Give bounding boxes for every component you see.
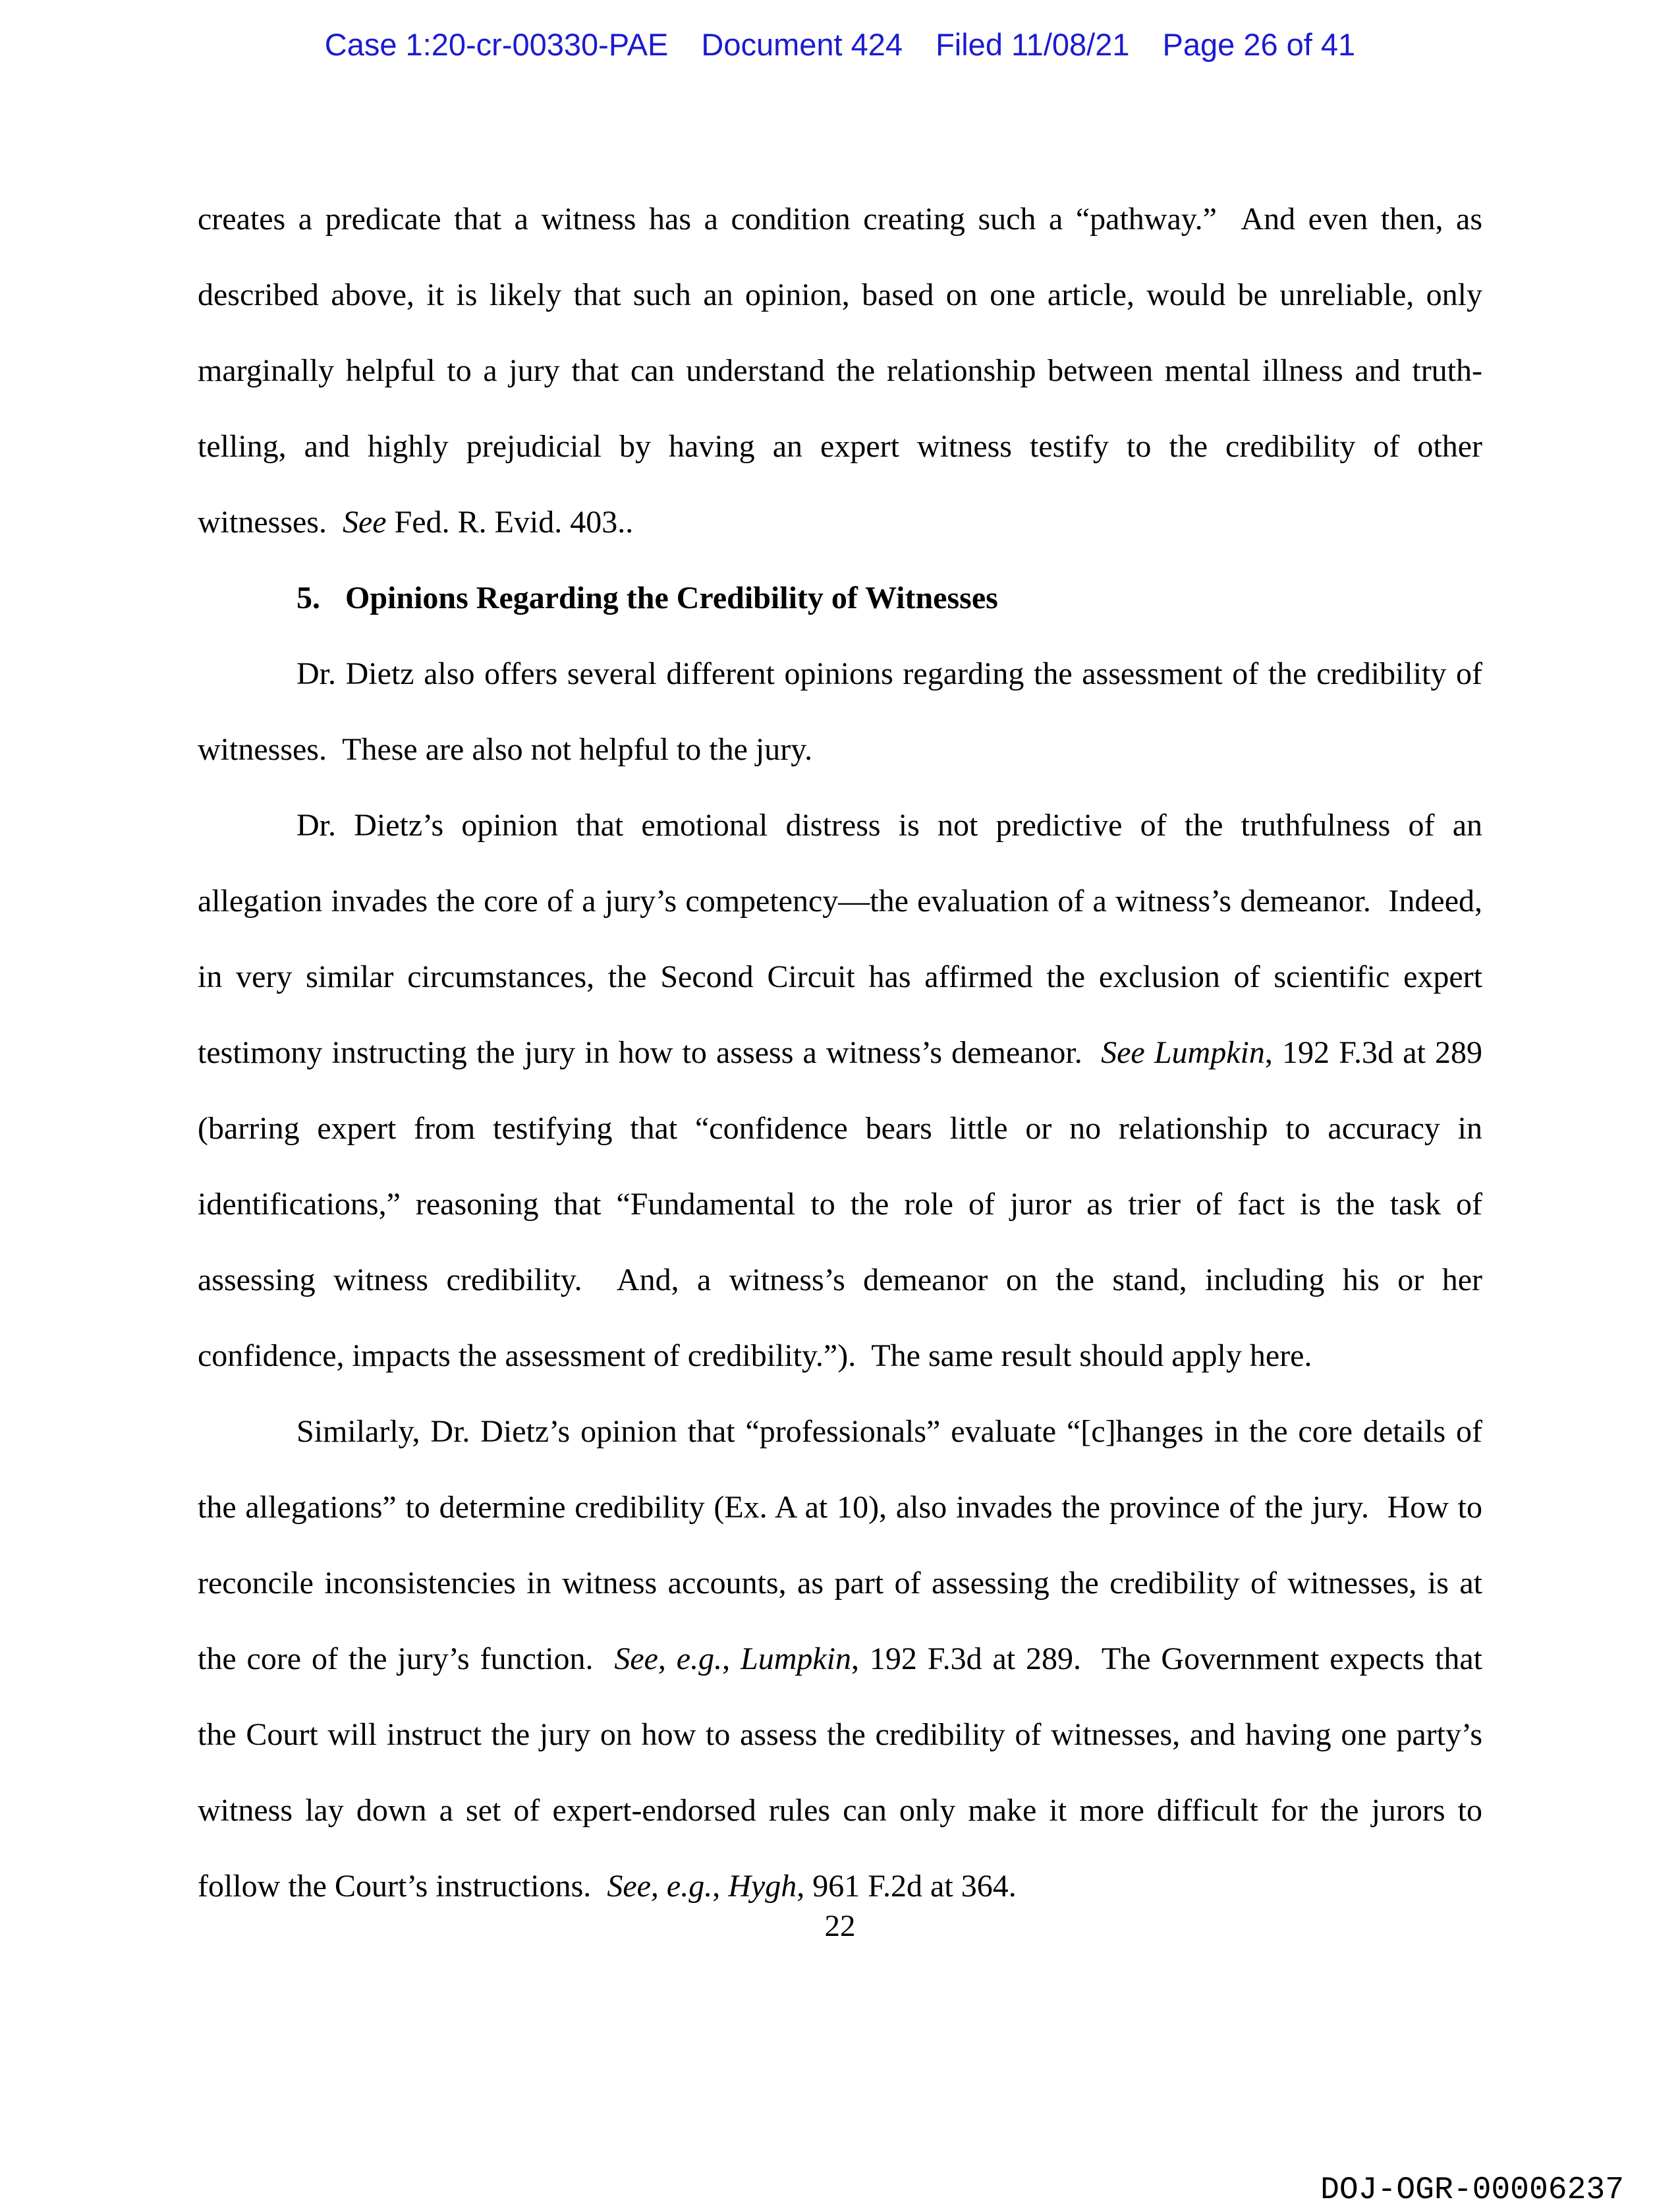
- header-filed-date: Filed 11/08/21: [936, 27, 1130, 62]
- text-run: , 192 F.3d at 289. The Government expects that the Court will instruct the jury on how to assess the credibility of witnesses, and having one party’s witness lay down a set of expert-endorsed rules can only make it more difficult for the jurors to follow the Court’s instructions.: [198, 1641, 1483, 1904]
- citation-text: Hygh: [728, 1869, 797, 1904]
- citation-text: See Lumpkin: [1101, 1035, 1265, 1070]
- text-run: , 192 F.3d at 289 (barring expert from testifying that “confidence bears little or no relationship to accuracy in identifications,” reasoning that “Fundamental to the role of juror as trier of fact is the task of assessing witness credibility. And, a witness’s demeanor on the stand, including his or her confidence, impacts the assessment of credibility.”). The same result should apply here.: [198, 1035, 1483, 1373]
- header-document-number: Document 424: [701, 27, 903, 62]
- paragraph: [198, 787, 1482, 1394]
- page-number: 22: [824, 1909, 856, 1943]
- paragraph: [198, 636, 1482, 787]
- text-run: ,: [722, 1641, 741, 1676]
- paragraph: [198, 181, 1482, 560]
- header-case-number: Case 1:20-cr-00330-PAE: [324, 27, 669, 62]
- paragraph: [198, 1394, 1482, 1924]
- text-run: Dr. Dietz’s opinion that emotional distress is not predictive of the truthfulness of an allegation invades the core of a jury’s competency—the evaluation of a witness’s demeanor. Indeed, in very similar circumstances, the Second Circuit has affirmed the exclusion of scientific expert testimony instructing the jury in how to assess a witness’s demeanor.: [198, 808, 1482, 1070]
- case-header: [0, 26, 1680, 63]
- citation-text: See, e.g.: [614, 1641, 723, 1676]
- bates-number: DOJ-OGR-00006237: [1320, 2172, 1624, 2208]
- text-run: , 961 F.2d at 364.: [797, 1869, 1017, 1904]
- section-heading: [198, 560, 1482, 636]
- citation-text: See, e.g.: [607, 1869, 713, 1904]
- text-run: Similarly, Dr. Dietz’s opinion that “professionals” evaluate “[c]hanges in the core details of the allegations” to determine credibility (Ex. A at 10), also invades the province of the jury. How to reconcile inconsistencies in witness accounts, as part of assessing the credibility of witnesses, is at the core of the jury’s function.: [198, 1414, 1482, 1676]
- text-run: ,: [712, 1869, 729, 1904]
- citation-text: See: [342, 505, 387, 540]
- heading-number: 5.: [296, 581, 320, 615]
- document-body: [198, 181, 1482, 1924]
- header-page-count: Page 26 of 41: [1162, 27, 1356, 62]
- heading-title: Opinions Regarding the Credibility of Witnesses: [345, 581, 998, 615]
- text-run: Dr. Dietz also offers several different opinions regarding the assessment of the credibility of witnesses. These are also not helpful to the jury.: [198, 656, 1482, 767]
- text-run: creates a predicate that a witness has a condition creating such a “pathway.” And even then, as described above, it is likely that such an opinion, based on one article, would be unreliable, only marginally helpful to a jury that can understand the relationship between mental illness and truth-telling, and highly prejudicial by having an expert witness testify to the credibility of other witnesses.: [198, 202, 1482, 540]
- text-run: Fed. R. Evid. 403..: [386, 505, 634, 540]
- citation-text: Lumpkin: [741, 1641, 851, 1676]
